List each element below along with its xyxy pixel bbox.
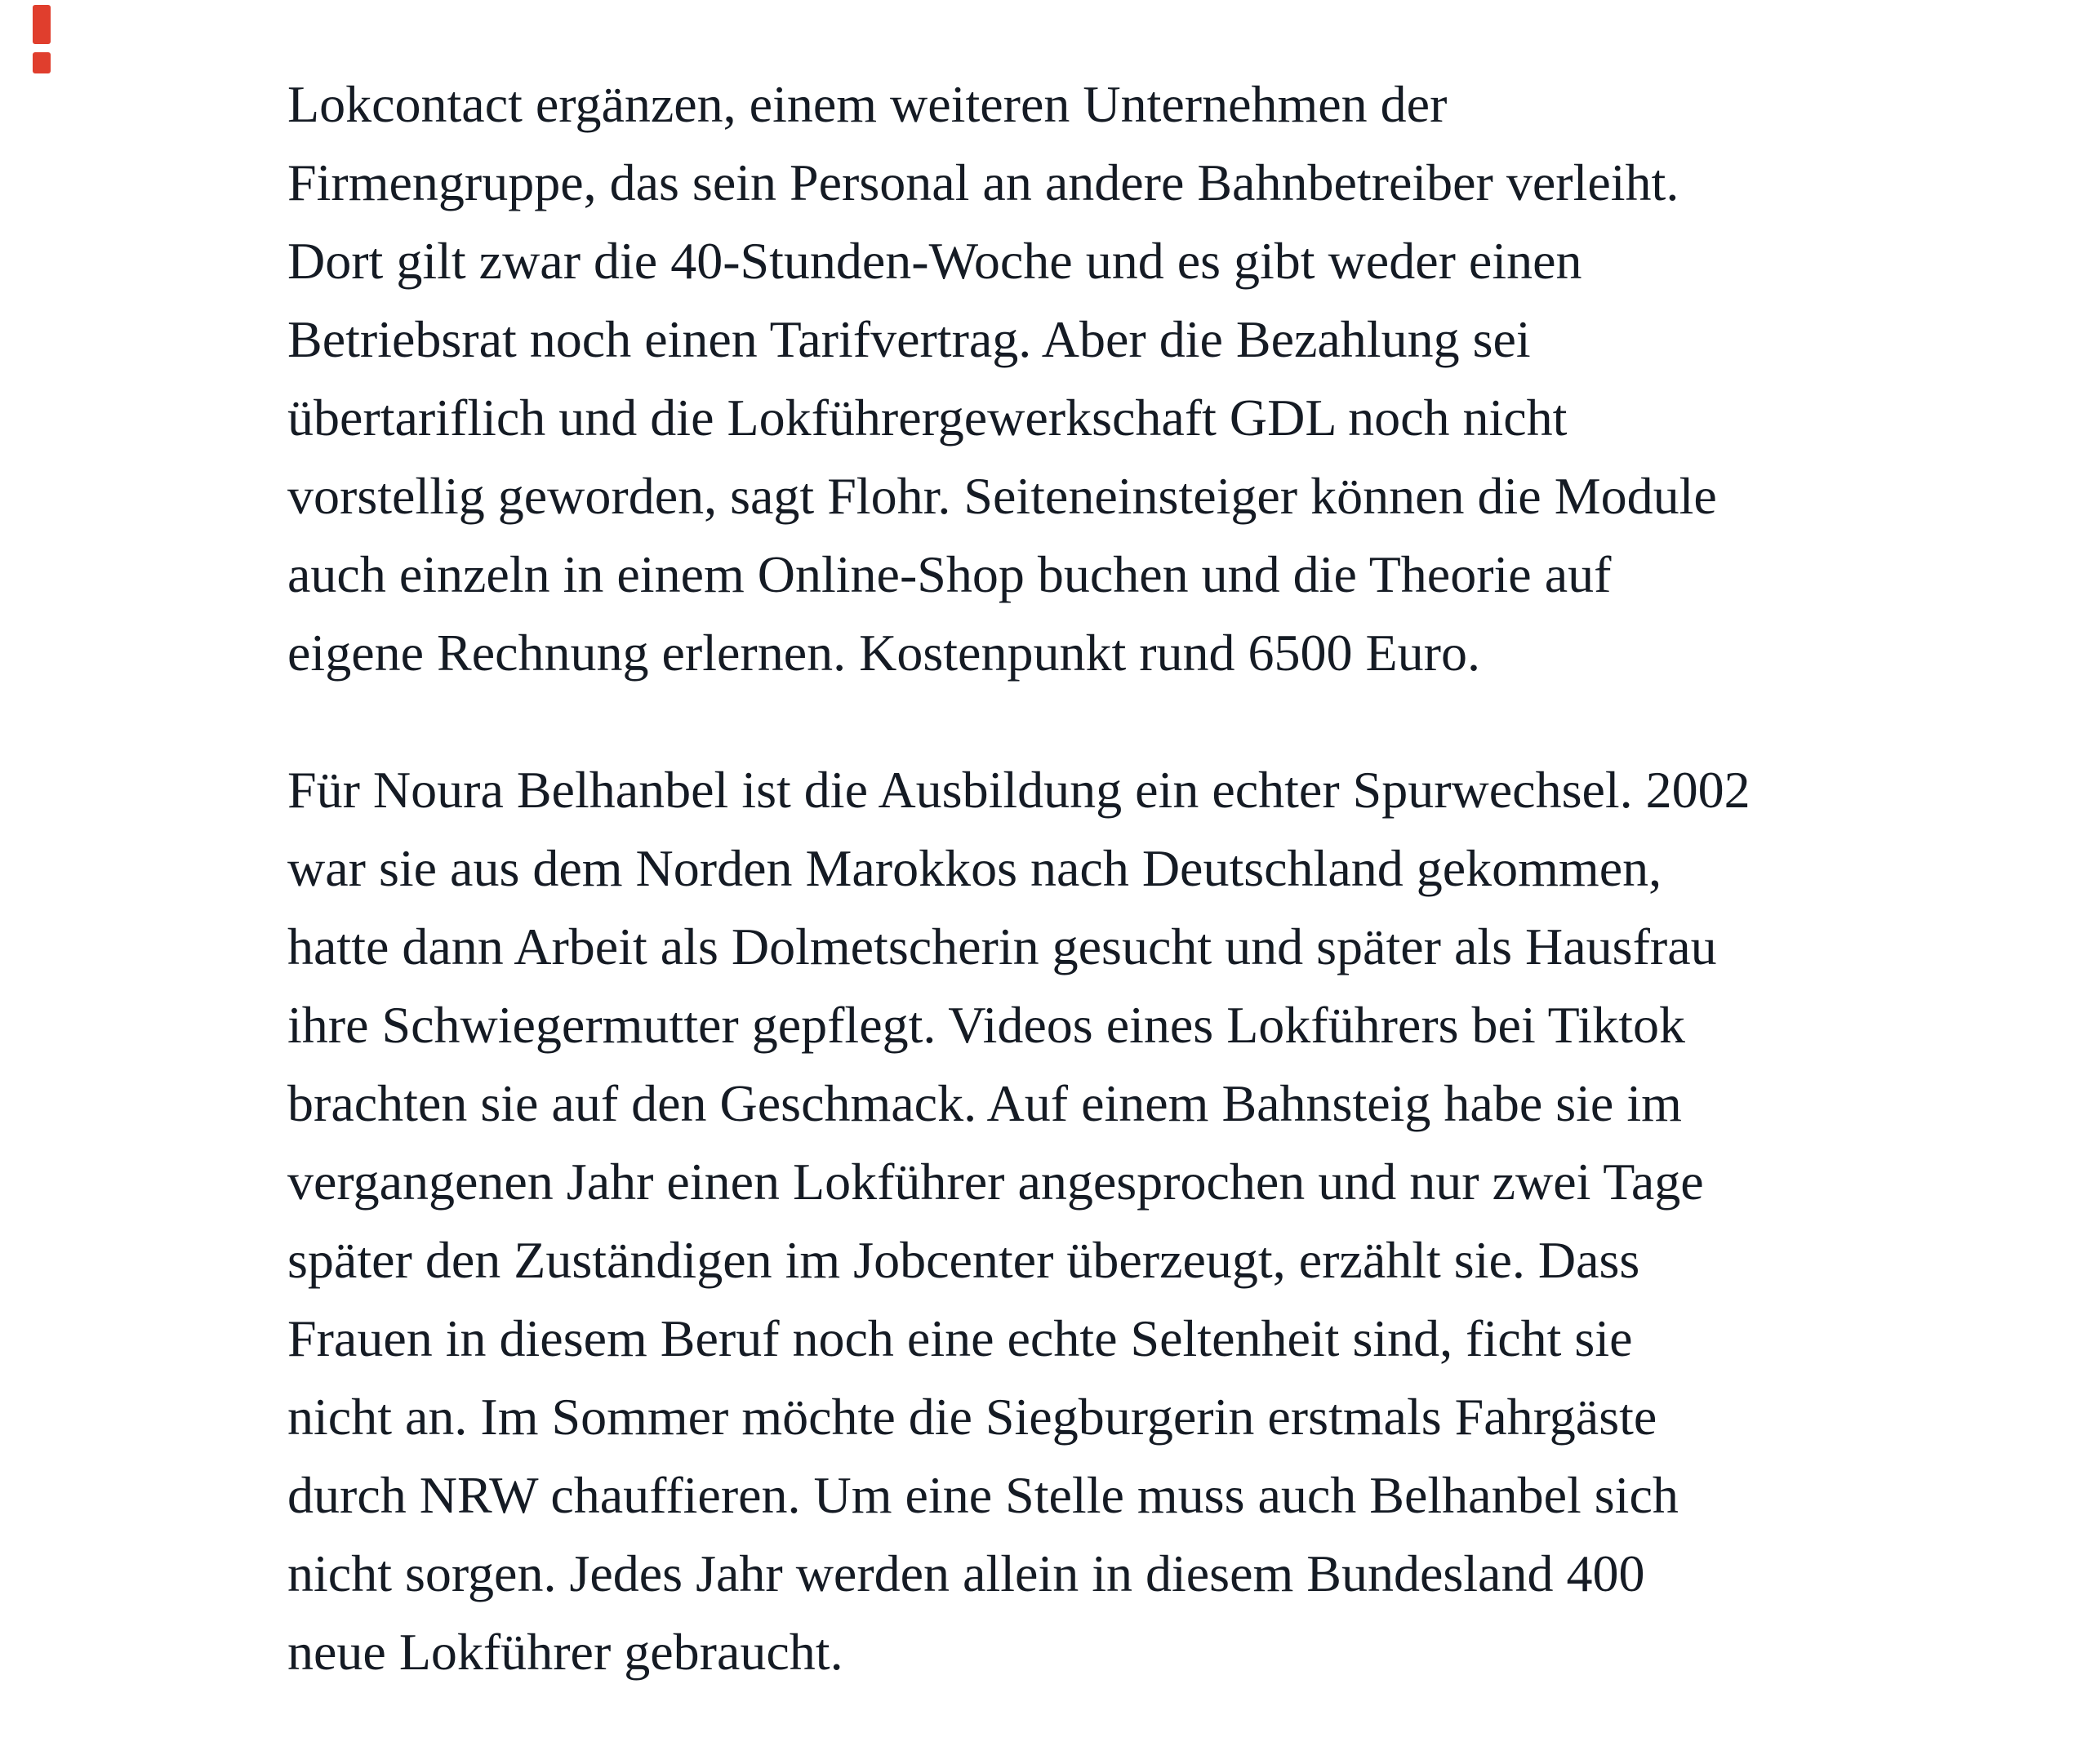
red-exclamation-dot — [33, 52, 51, 73]
red-exclamation-bar — [33, 5, 51, 44]
article-body — [287, 0, 1847, 1691]
red-exclamation-icon — [33, 5, 51, 73]
article-paragraph-1: Lokcontact ergänzen, einem weiteren Unternehmen der Firmengruppe, das sein Personal an andere Bahnbetreiber verleiht. Dort gilt zwar die 40-Stunden-Woche und es gibt weder einen Betriebsrat noch einen Tarifvertrag. Aber die Bezahlung sei übertariflich und die Lokführergewerkschaft GDL noch nicht vorstellig geworden, sagt Flohr. Seiteneinsteiger können die Module auch einzeln in einem Online-Shop buchen und die Theorie auf eigene Rechnung erlernen. Kostenpunkt rund 6500 Euro. — [287, 75, 1717, 682]
article-paragraph-2: Für Noura Belhanbel ist die Ausbildung ein echter Spurwechsel. 2002 war sie aus dem Norden Marokkos nach Deutschland gekommen, hatte dann Arbeit als Dolmetscherin gesucht und später als Hausfrau ihre Schwiegermutter gepflegt. Videos eines Lokführers bei Tiktok brachten sie auf den Geschmack. Auf einem Bahnsteig habe sie im vergangenen Jahr einen Lokführer angesprochen und nur zwei Tage später den Zuständigen im Jobcenter überzeugt, erzählt sie. Dass Frauen in diesem Beruf noch eine echte Seltenheit sind, ficht sie nicht an. Im Sommer möchte die Siegburgerin erstmals Fahrgäste durch NRW chauffieren. Um eine Stelle muss auch Belhanbel sich nicht sorgen. Jedes Jahr werden allein in diesem Bundesland 400 neue Lokführer gebraucht. — [287, 761, 1751, 1681]
